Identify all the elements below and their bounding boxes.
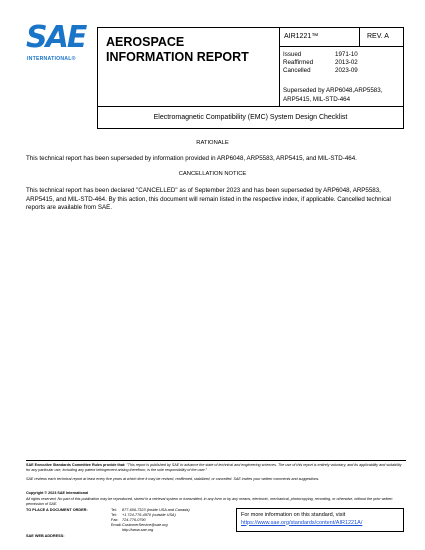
superseded-by: Superseded by ARP6048,ARP5583, ARP5415, MIL-STD-464 bbox=[283, 87, 383, 103]
standard-link[interactable]: https://www.sae.org/standards/content/AIR1221A/ bbox=[241, 519, 363, 526]
rights-paragraph: All rights reserved. No part of this publication may be reproduced, stored in a retrieval system or transmitted, in any form or by any means, electronic, mechanical, photocopying, recording, or otherwise, without the prior written permission of SAE. bbox=[26, 497, 393, 506]
contact-phone-domestic[interactable]: 877-606-7323 (inside USA and Canada) bbox=[122, 508, 190, 512]
cancellation-heading: CANCELLATION NOTICE bbox=[178, 171, 247, 177]
document-subject: Electromagnetic Compatibility (EMC) System Design Checklist bbox=[97, 107, 404, 129]
title-box bbox=[97, 27, 280, 107]
date-row-cancelled bbox=[283, 67, 358, 74]
date-row-issued bbox=[283, 51, 358, 58]
contact-phone-intl[interactable]: +1 724-776-4970 (outside USA) bbox=[122, 513, 176, 517]
contact-key: Tel: bbox=[111, 513, 117, 517]
contact-key: Tel: bbox=[111, 508, 117, 512]
contact-key: Email: bbox=[111, 523, 122, 527]
more-info-box bbox=[236, 508, 404, 532]
contact-website-link[interactable]: http://www.sae.org bbox=[122, 528, 154, 532]
date-box bbox=[280, 47, 404, 107]
sae-logo bbox=[26, 20, 88, 69]
more-info-text: For more information on this standard, visit bbox=[241, 512, 346, 518]
copyright: Copyright © 2023 SAE International bbox=[26, 491, 89, 495]
rules-text: "This report is published by SAE to advance the state of technical and engineering sciences. The use of this report is entirely voluntary, and its applicability and suitability for any particular use, including any patent infringement arising therefrom, is the sole responsibility of the user." bbox=[26, 463, 402, 472]
order-label: TO PLACE A DOCUMENT ORDER: bbox=[26, 508, 88, 512]
date-label: Cancelled bbox=[283, 67, 311, 74]
contact-fax: 724-776-0790 bbox=[122, 518, 146, 522]
date-value: 2023-09 bbox=[335, 67, 358, 74]
logo-mark: SAE bbox=[26, 20, 86, 55]
title-line-1: AEROSPACE bbox=[106, 35, 185, 49]
date-value: 2013-02 bbox=[335, 59, 358, 66]
document-type-title bbox=[106, 35, 249, 65]
logo-subtitle: INTERNATIONAL® bbox=[27, 56, 76, 62]
web-address-label: SAE WEB ADDRESS: bbox=[26, 534, 65, 538]
contact-key: Fax: bbox=[111, 518, 119, 522]
rules-paragraph bbox=[26, 463, 406, 472]
rules-lead: SAE Executive Standards Committee Rules provide that: bbox=[26, 463, 126, 467]
date-label: Issued bbox=[283, 51, 302, 58]
cancellation-text: This technical report has been declared "CANCELLED" as of September 2023 and has been superseded by ARP6048, ARP5583, ARP5415, and MIL-STD-464. By this action, this document will remain listed in the respective index, if applicable. Cancelled technical reports are available from SAE. bbox=[26, 187, 391, 212]
document-id: AIR1221™ bbox=[280, 27, 360, 47]
footer-divider bbox=[26, 460, 406, 461]
document-header bbox=[97, 27, 404, 107]
date-row-reaffirmed bbox=[283, 59, 358, 66]
review-paragraph: SAE reviews each technical report at least every five years at which time it may be revised, reaffirmed, stabilized, or cancelled. SAE invites your written comments and suggestions. bbox=[26, 477, 320, 481]
title-line-2: INFORMATION REPORT bbox=[106, 50, 249, 64]
rationale-text: This technical report has been superseded by information provided in ARP6048, ARP5583, ARP5415, and MIL-STD-464. bbox=[26, 155, 357, 162]
date-label: Reaffirmed bbox=[283, 59, 314, 66]
rationale-heading: RATIONALE bbox=[196, 140, 229, 146]
revision: REV. A bbox=[360, 27, 404, 47]
contact-email-link[interactable]: CustomerService@sae.org bbox=[122, 523, 168, 527]
date-value: 1971-10 bbox=[335, 51, 358, 58]
